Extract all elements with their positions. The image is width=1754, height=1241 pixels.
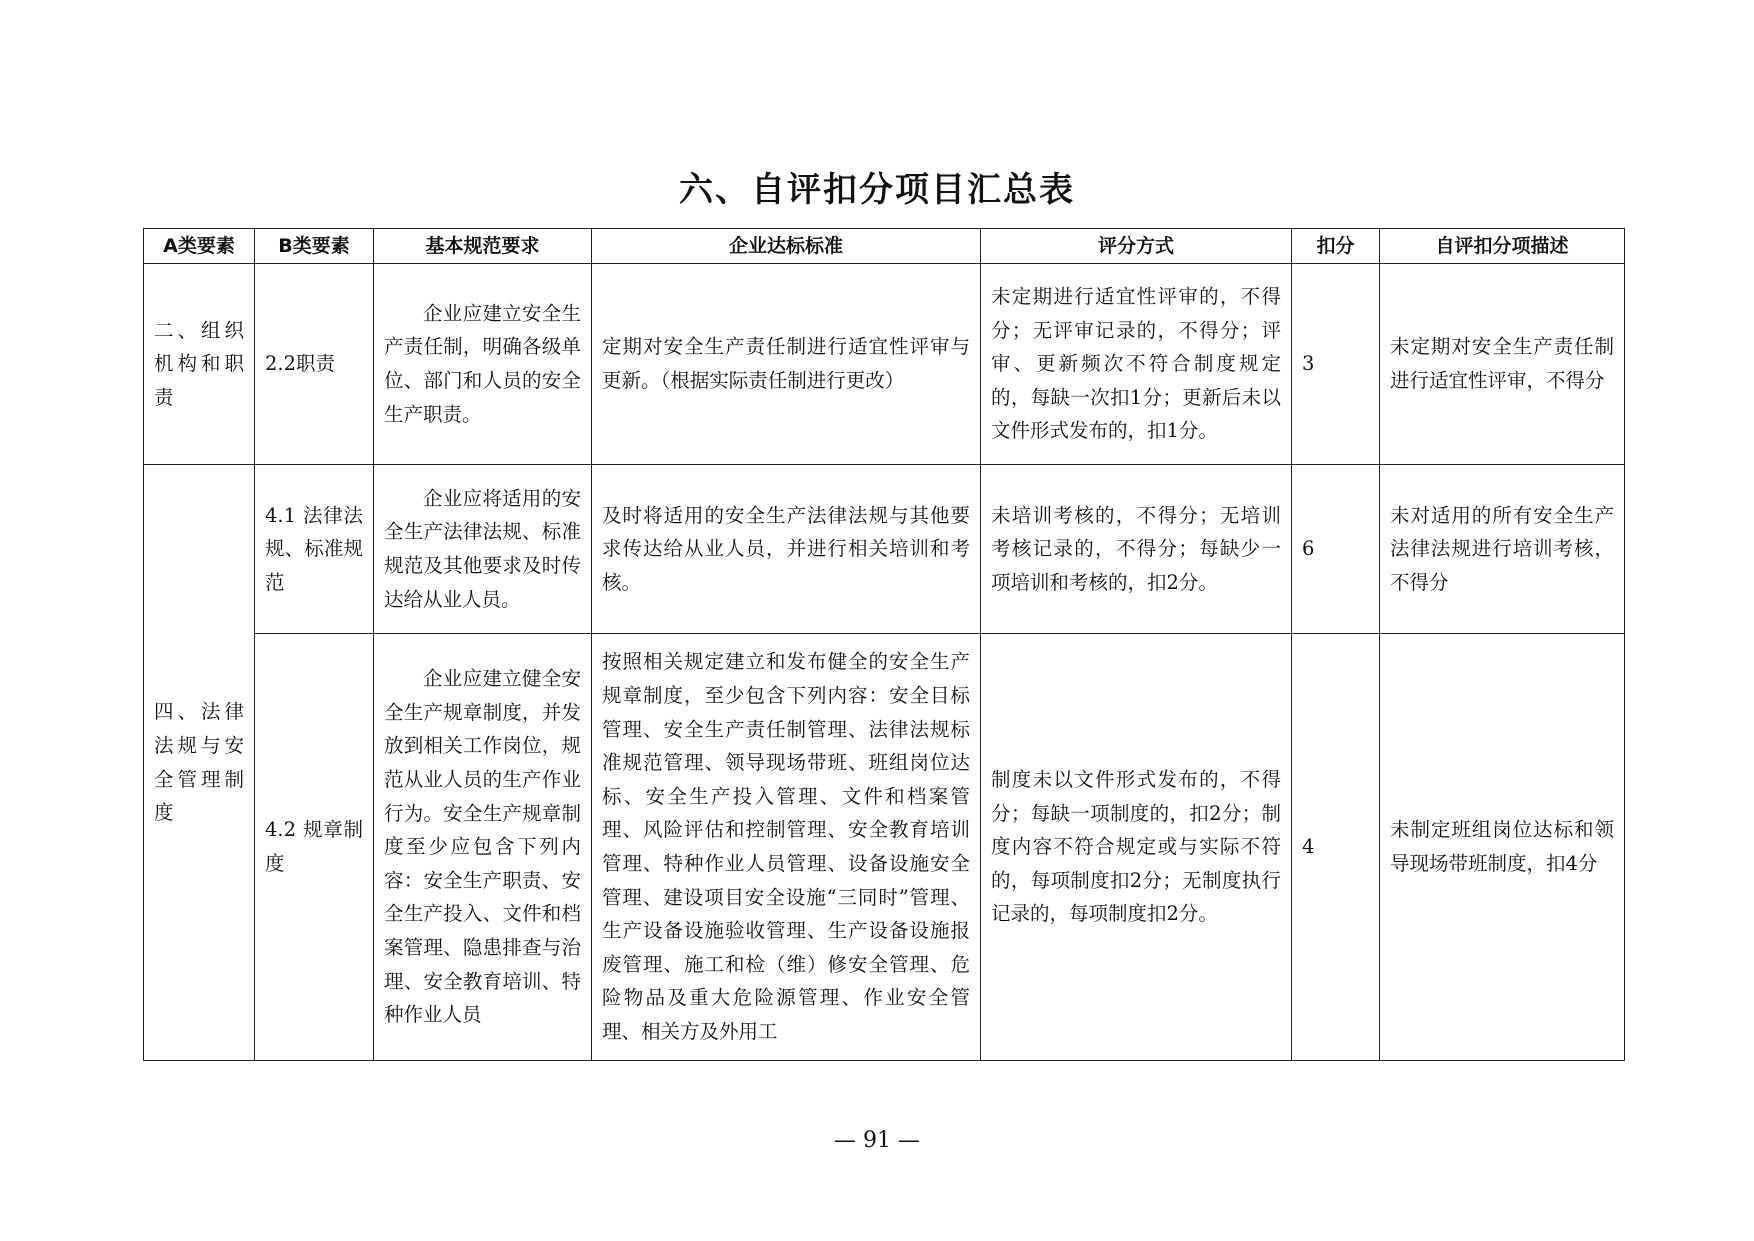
deduction-cell: 3 <box>1292 264 1380 465</box>
header-a-category: A类要素 <box>144 229 255 264</box>
table-row <box>144 465 1625 634</box>
description-cell: 未定期对安全生产责任制进行适宜性评审，不得分 <box>1380 264 1625 465</box>
requirement-cell: 企业应建立安全生产责任制，明确各级单位、部门和人员的安全生产职责。 <box>374 264 592 465</box>
header-enterprise-standard: 企业达标标准 <box>592 229 981 264</box>
description-cell: 未制定班组岗位达标和领导现场带班制度，扣4分 <box>1380 634 1625 1061</box>
description-cell: 未对适用的所有安全生产法律法规进行培训考核，不得分 <box>1380 465 1625 634</box>
page-title: 六、自评扣分项目汇总表 <box>679 170 1075 210</box>
table-row <box>144 264 1625 465</box>
scoring-cell: 未培训考核的，不得分；无培训考核记录的，不得分；每缺少一项培训和考核的，扣2分。 <box>981 465 1292 634</box>
header-self-assessment-description: 自评扣分项描述 <box>1380 229 1625 264</box>
deduction-summary-table <box>143 228 1625 1061</box>
header-scoring-method: 评分方式 <box>981 229 1292 264</box>
b-category-cell: 2.2职责 <box>255 264 374 465</box>
header-basic-requirement: 基本规范要求 <box>374 229 592 264</box>
page-number: — 91 — <box>834 1128 920 1153</box>
b-category-cell: 4.1 法律法规、标准规范 <box>255 465 374 634</box>
a-category-cell: 四、法律法规与安全管理制度 <box>144 465 255 1061</box>
b-category-cell: 4.2 规章制度 <box>255 634 374 1061</box>
a-category-cell: 二、组织机构和职责 <box>144 264 255 465</box>
deduction-cell: 4 <box>1292 634 1380 1061</box>
header-b-category: B类要素 <box>255 229 374 264</box>
standard-cell: 按照相关规定建立和发布健全的安全生产规章制度，至少包含下列内容：安全目标管理、安全生产责任制管理、法律法规标准规范管理、领导现场带班、班组岗位达标、安全生产投入管理、文件和档案管理、风险评估和控制管理、安全教育培训管理、特种作业人员管理、设备设施安全管理、建设项目安全设施“三同时”管理、生产设备设施验收管理、生产设备设施报废管理、施工和检（维）修安全管理、危险物品及重大危险源管理、作业安全管理、相关方及外用工 <box>592 634 981 1061</box>
scoring-cell: 未定期进行适宜性评审的，不得分；无评审记录的，不得分；评审、更新频次不符合制度规定的，每缺一次扣1分；更新后未以文件形式发布的，扣1分。 <box>981 264 1292 465</box>
deduction-cell: 6 <box>1292 465 1380 634</box>
header-deduction: 扣分 <box>1292 229 1380 264</box>
table-row <box>144 634 1625 1061</box>
table-header-row <box>144 229 1625 264</box>
scoring-cell: 制度未以文件形式发布的，不得分；每缺一项制度的，扣2分；制度内容不符合规定或与实际不符的，每项制度扣2分；无制度执行记录的，每项制度扣2分。 <box>981 634 1292 1061</box>
requirement-cell: 企业应建立健全安全生产规章制度，并发放到相关工作岗位，规范从业人员的生产作业行为。安全生产规章制度至少应包含下列内容：安全生产职责、安全生产投入、文件和档案管理、隐患排查与治理、安全教育培训、特种作业人员 <box>374 634 592 1061</box>
standard-cell: 定期对安全生产责任制进行适宜性评审与更新。（根据实际责任制进行更改） <box>592 264 981 465</box>
standard-cell: 及时将适用的安全生产法律法规与其他要求传达给从业人员，并进行相关培训和考核。 <box>592 465 981 634</box>
requirement-cell: 企业应将适用的安全生产法律法规、标准规范及其他要求及时传达给从业人员。 <box>374 465 592 634</box>
